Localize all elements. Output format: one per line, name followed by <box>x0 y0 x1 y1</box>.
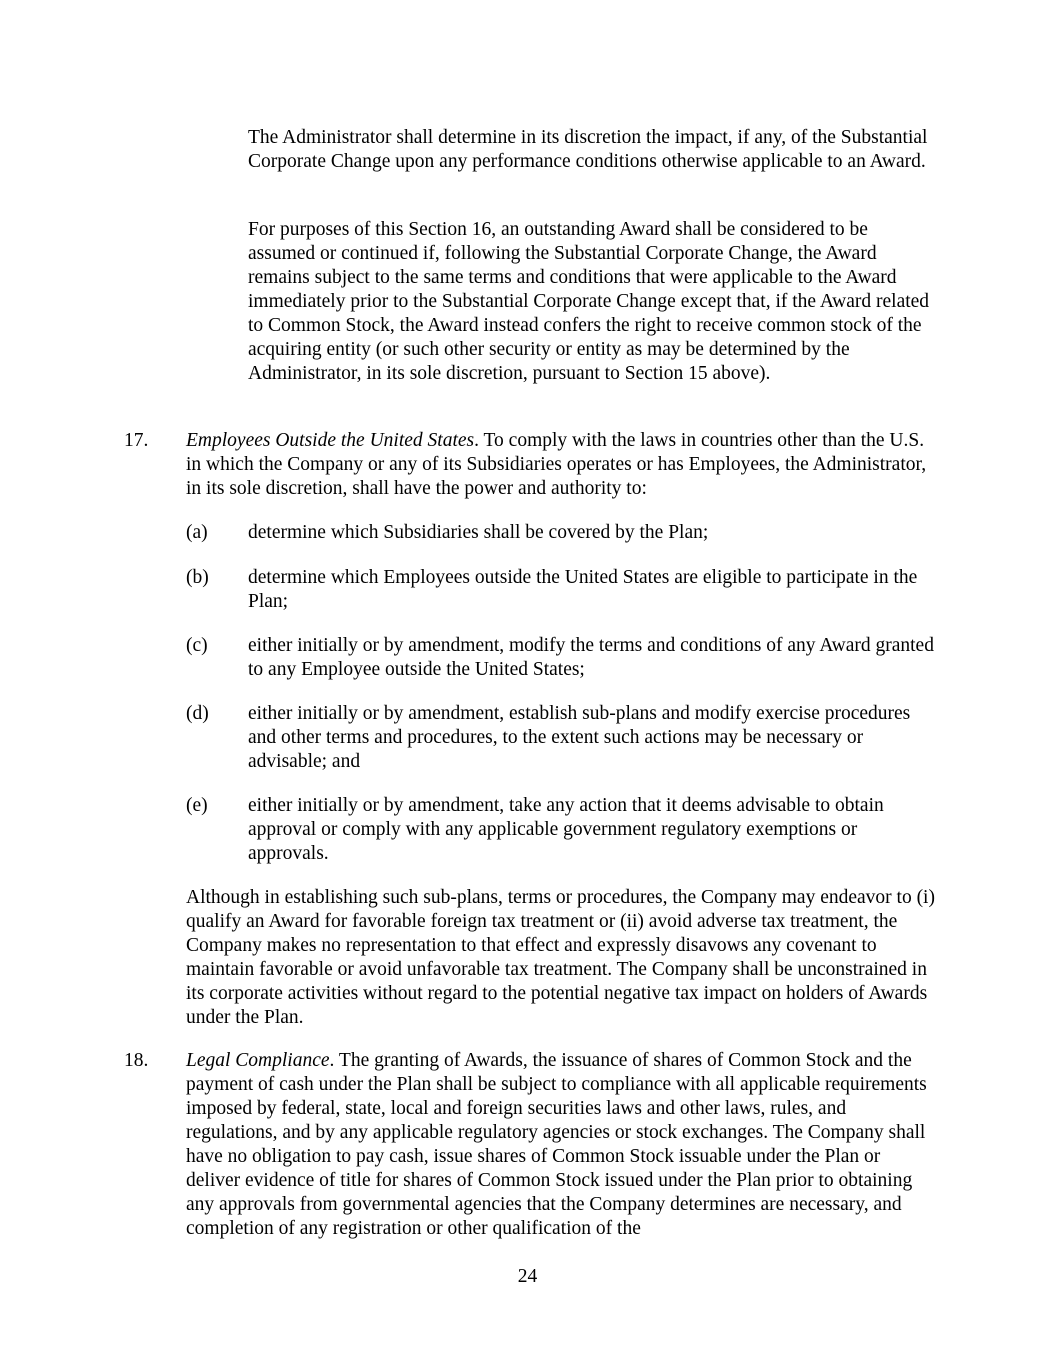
list-item-label-d: (d) <box>186 703 209 724</box>
list-item-text-c: either initially or by amendment, modify the terms and conditions of any Award granted to any Employee outside the United States; <box>248 635 934 680</box>
list-item-label-c: (c) <box>186 635 208 656</box>
list-item-label-e: (e) <box>186 795 208 816</box>
list-item-text-d: either initially or by amendment, establish sub-plans and modify exercise procedures and other terms and procedures, to the extent such actions may be necessary or advisable; and <box>248 703 911 772</box>
section-18-number: 18. <box>124 1050 149 1071</box>
list-item-text-b: determine which Employees outside the United States are eligible to participate in the Plan; <box>248 567 918 612</box>
list-item-text-e: either initially or by amendment, take any action that it deems advisable to obtain approval or comply with any applicable government regulatory exemptions or approvals. <box>248 795 884 864</box>
section-17-intro <box>186 429 938 501</box>
section-18-paragraph <box>186 1049 938 1241</box>
list-item-label-b: (b) <box>186 567 209 588</box>
section-17-heading: Employees Outside the United States <box>186 430 475 451</box>
section-18-heading: Legal Compliance <box>186 1050 330 1071</box>
list-item-text-a: determine which Subsidiaries shall be covered by the Plan; <box>248 522 709 543</box>
section-18-body-text: . The granting of Awards, the issuance of shares of Common Stock and the payment of cash under the Plan shall be subject to compliance with all applicable requirements imposed by federal, state, local and foreign securities laws and other laws, rules, and regulations, and by any applicable regulatory agencies or stock exchanges. The Company shall have no obligation to pay cash, issue shares of Common Stock issuable under the Plan or deliver evidence of title for shares of Common Stock issued under the Plan prior to obtaining any approvals from governmental agencies that the Company determines are necessary, and completion of any registration or other qualification of the <box>186 1050 927 1239</box>
page-number: 24 <box>517 1266 538 1287</box>
paragraph-performance-conditions: The Administrator shall determine in its discretion the impact, if any, of the Substantial Corporate Change upon any performance conditions otherwise applicable to an Award. <box>248 127 928 172</box>
section-17-intro-text: . To comply with the laws in countries other than the U.S. in which the Company or any of its Subsidiaries operates or has Employees, the Administrator, in its sole discretion, shall have the power and authority to: <box>186 430 927 499</box>
section-17-closing-paragraph: Although in establishing such sub-plans, terms or procedures, the Company may endeavor to (i) qualify an Award for favorable foreign tax treatment or (ii) avoid adverse tax treatment, the Company makes no representation to that effect and expressly disavows any covenant to maintain favorable or avoid unfavorable tax treatment. The Company shall be unconstrained in its corporate activities without regard to the potential negative tax impact on holders of Awards under the Plan. <box>186 887 935 1028</box>
list-item-label-a: (a) <box>186 522 208 543</box>
paragraph-assumed-or-continued: For purposes of this Section 16, an outstanding Award shall be considered to be assumed or continued if, following the Substantial Corporate Change, the Award remains subject to the same terms and conditions that were applicable to the Award immediately prior to the Substantial Corporate Change except that, if the Award related to Common Stock, the Award instead confers the right to receive common stock of the acquiring entity (or such other security or entity as may be determined by the Administrator, in its sole discretion, pursuant to Section 15 above). <box>248 219 930 384</box>
section-17-number: 17. <box>124 430 149 451</box>
